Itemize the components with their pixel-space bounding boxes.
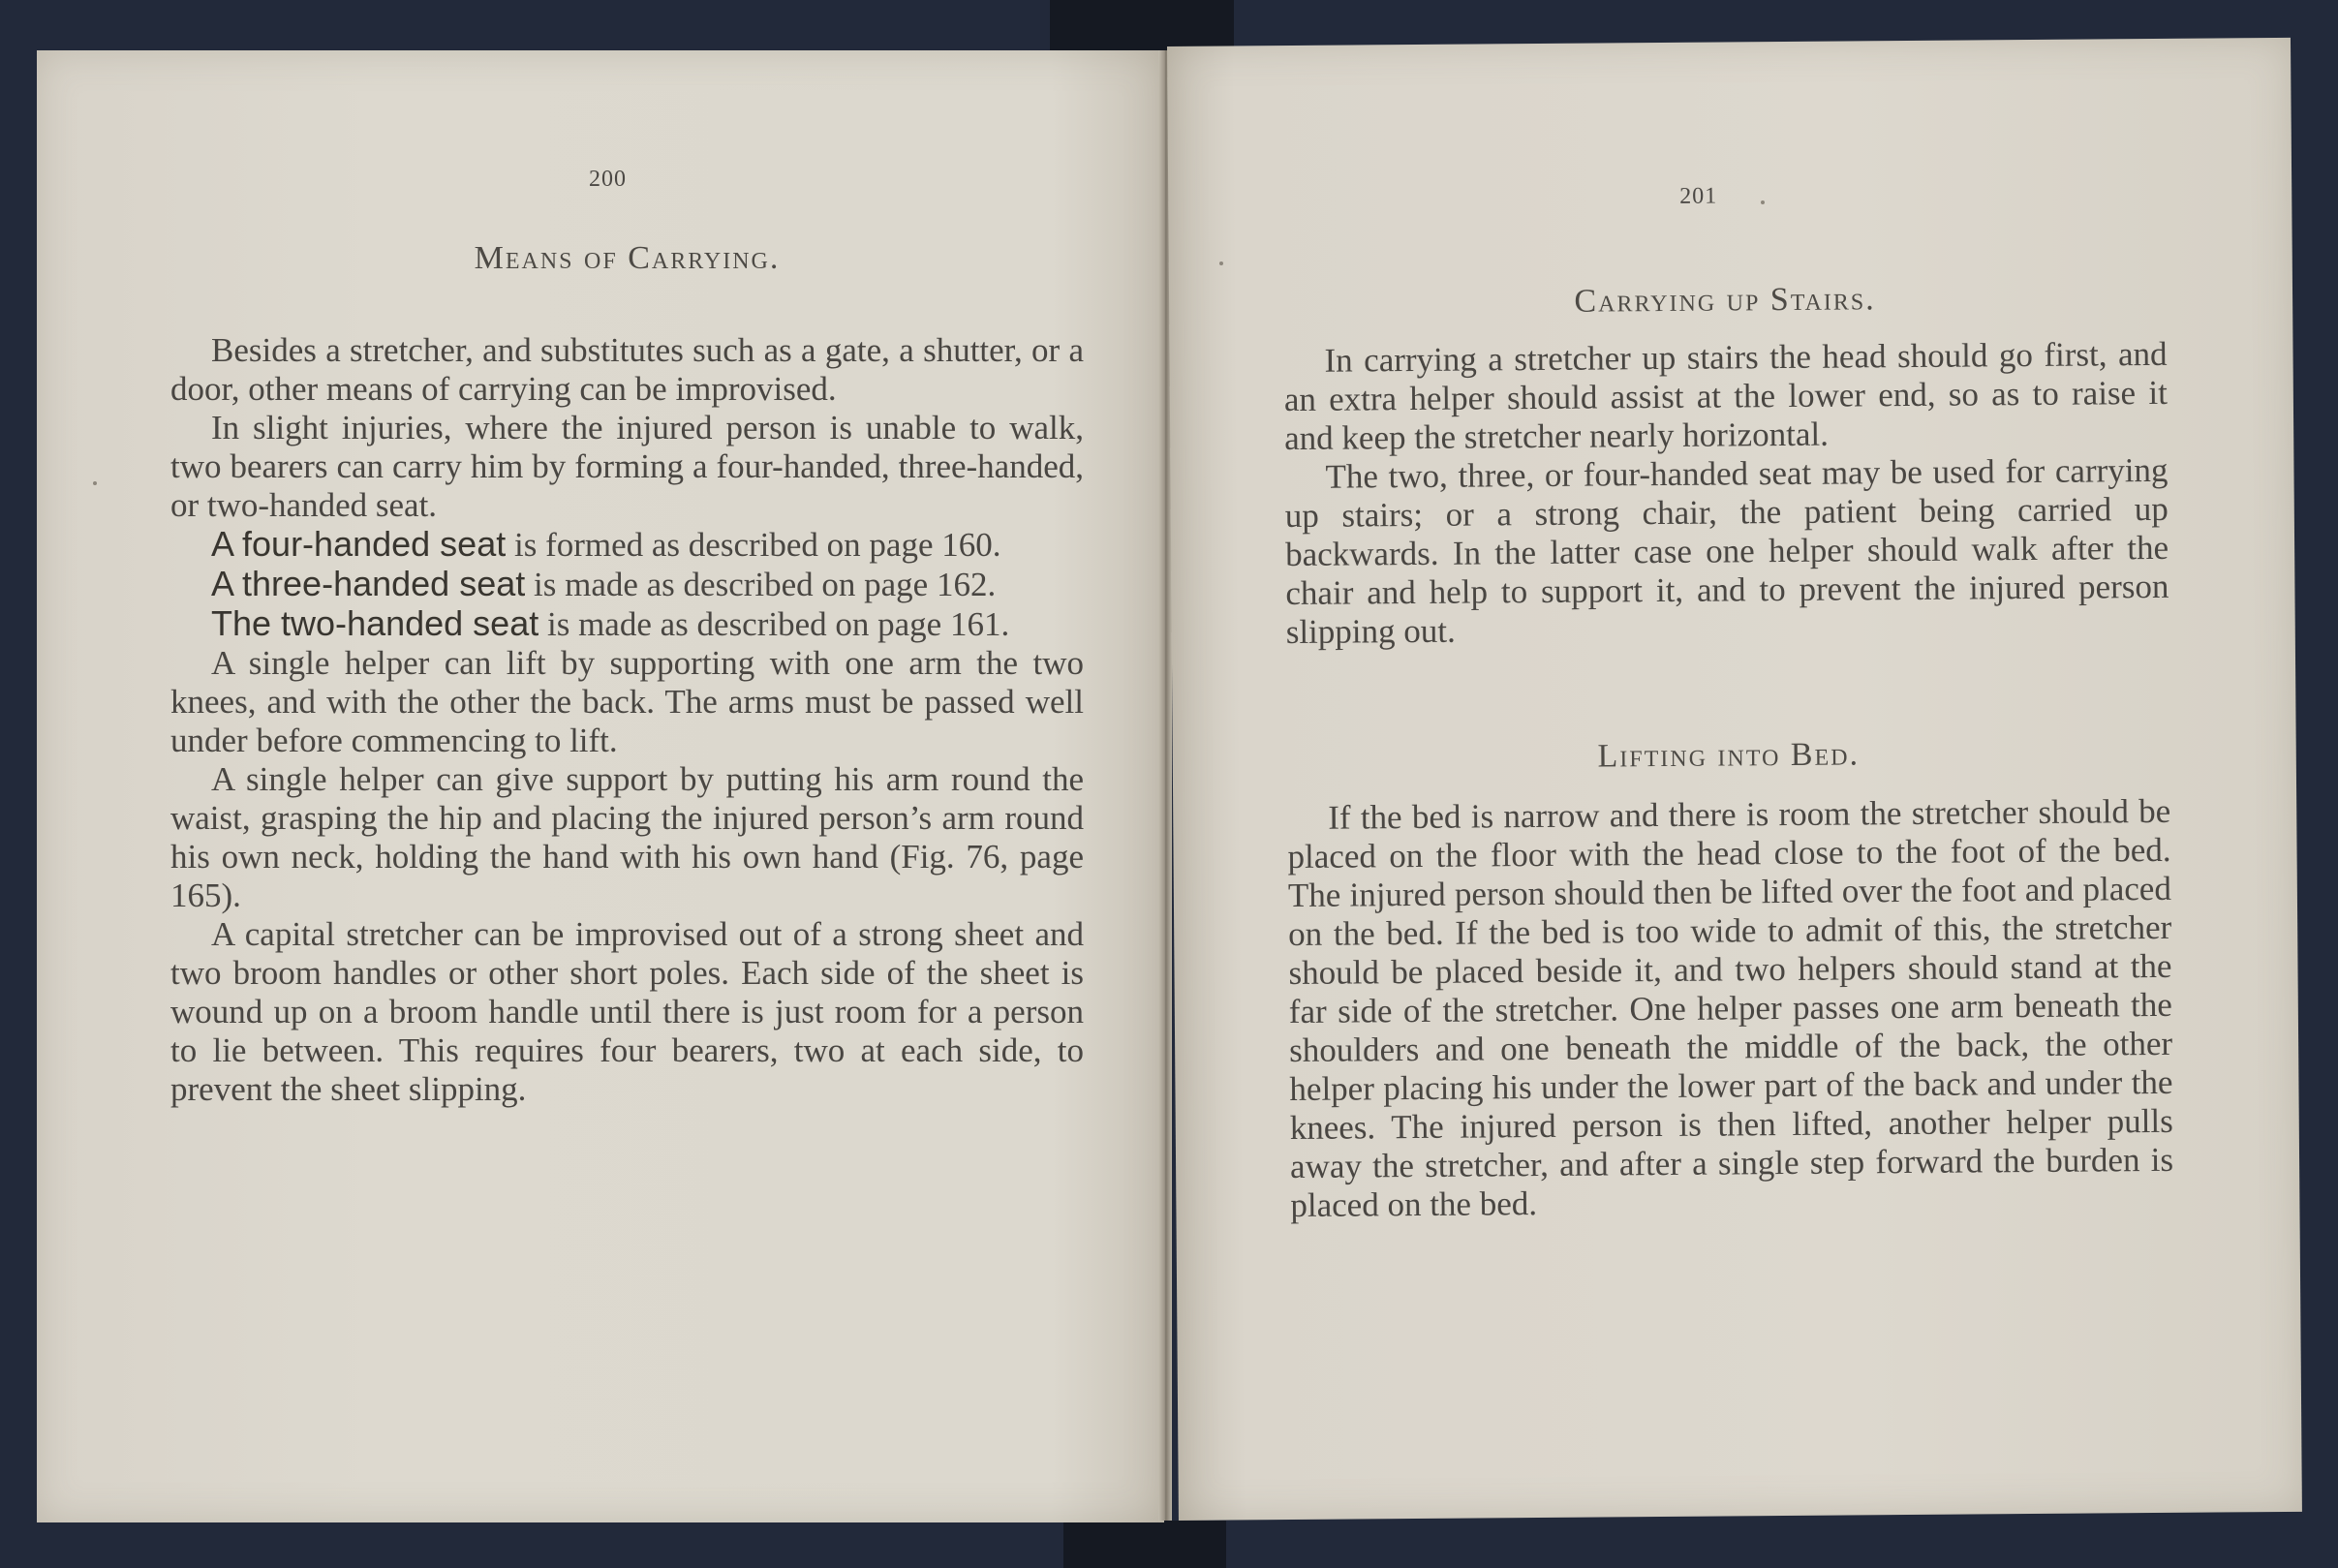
stairs-body: [1283, 335, 2169, 652]
seat-term: A three-handed seat: [211, 564, 526, 603]
seat-paragraph: [170, 604, 1084, 644]
section-heading-means-of-carrying: Means of Carrying.: [474, 240, 781, 276]
seat-paragraph: [170, 565, 1084, 604]
seat-paragraph: [170, 525, 1084, 565]
page-number: 200: [589, 167, 627, 192]
paragraph: Besides a stretcher, and substitutes such as a gate, a shutter, or a door, other means of carrying can be improvised.: [170, 331, 1084, 408]
left-page-body: [170, 331, 1084, 1109]
section-heading-lifting-into-bed: Lifting into Bed.: [1597, 736, 1861, 775]
paragraph: A capital stretcher can be improvised out of a strong sheet and two broom handles or other short poles. Each side of the sheet is wound up on a broom handle until there is just room for a person to lie between. This requires four bearers, two at each side, to prevent the sheet slipping.: [170, 915, 1084, 1108]
seat-description: is formed as described on page 160.: [506, 526, 1001, 564]
background-top-gap: [1050, 0, 1234, 50]
paper-speck: [93, 481, 97, 485]
seat-term: The two-handed seat: [211, 603, 539, 643]
right-page-content: [1283, 279, 2174, 1225]
paragraph: The two, three, or four-handed seat may be used for carrying up stairs; or a strong chair, the patient being carried up backwards. In the latter case one helper should walk after the chair and help to support it, and to prevent the injured person slipping out.: [1284, 450, 2169, 652]
bed-body: [1287, 792, 2173, 1225]
paragraph: If the bed is narrow and there is room the stretcher should be placed on the floor with the head close to the foot of the bed. The injured person should then be lifted over the foot and placed on the bed. If the bed is too wide to admit of this, the stretcher should be placed beside it, and two helpers should stand at the far side of the stretcher. One helper passes one arm beneath the shoulders and one beneath the middle of the back, the other helper placing his under the lower part of the back and under the knees. The injured person is then lifted, another helper pulls away the stretcher, and after a single step forward the burden is placed on the bed.: [1287, 791, 2174, 1225]
section-heading-carrying-up-stairs: Carrying up Stairs.: [1574, 281, 1876, 320]
paragraph: A single helper can lift by supporting with one arm the two knees, and with the other the back. The arms must be passed well under before commencing to lift.: [170, 644, 1084, 759]
seat-description: is made as described on page 161.: [538, 605, 1010, 643]
paper-speck: [1219, 261, 1223, 265]
seat-term: A four-handed seat: [211, 524, 507, 564]
paragraph: A single helper can give support by putting his arm round the waist, grasping the hip and placing the injured person’s arm round his own neck, holding the hand with his own hand (Fig. 76, page 165).: [170, 760, 1084, 914]
paper-speck: [1761, 200, 1765, 204]
background-bottom-gap: [1063, 1521, 1226, 1568]
seat-description: is made as described on page 162.: [525, 566, 997, 603]
left-page: [37, 50, 1164, 1522]
right-page: [1167, 38, 2302, 1521]
paragraph: In slight injuries, where the injured person is unable to walk, two bearers can carry him by forming a four-handed, three-handed, or two-handed seat.: [170, 409, 1084, 524]
paragraph: In carrying a stretcher up stairs the head should go first, and an extra helper should assist at the lower end, so as to raise it and keep the stretcher nearly horizontal.: [1283, 334, 2168, 458]
page-number: 201: [1679, 183, 1718, 209]
